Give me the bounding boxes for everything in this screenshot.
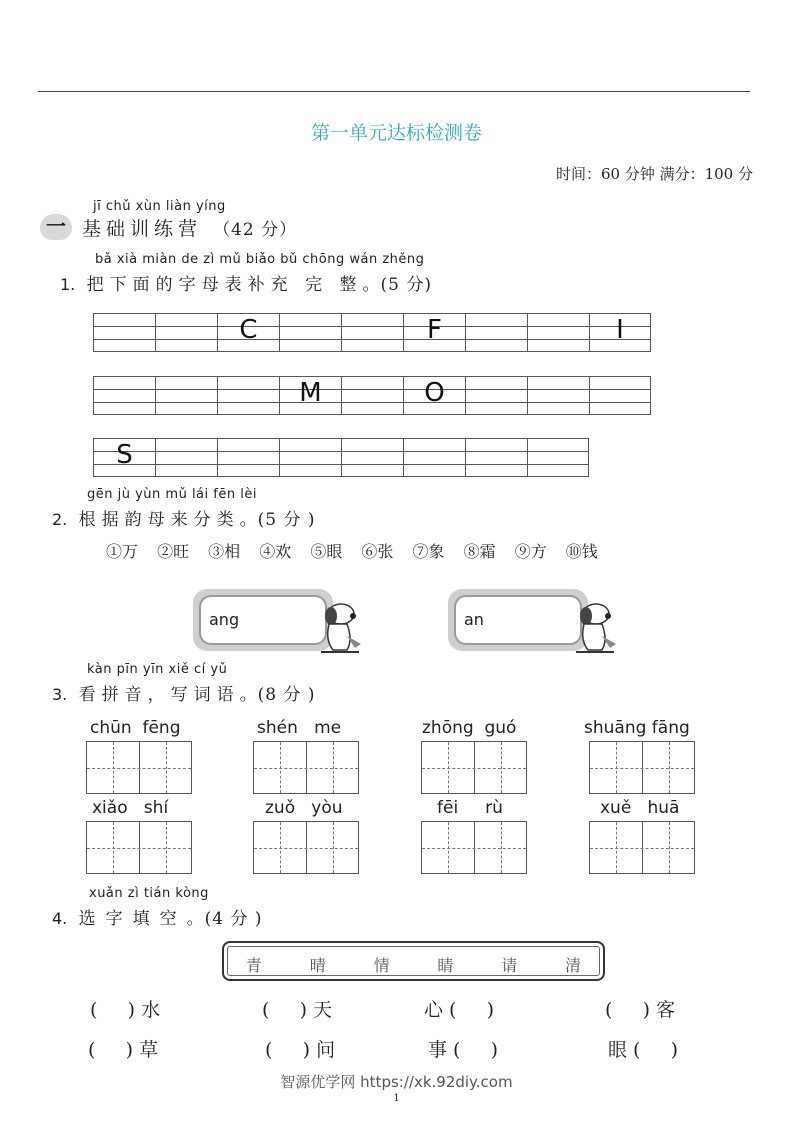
footer-watermark: 智源优学网 https://xk.92diy.com (280, 1073, 513, 1091)
alphabet-cell[interactable] (217, 313, 279, 352)
alphabet-cell[interactable] (341, 313, 403, 352)
bubble-ang-label: ang (201, 597, 325, 643)
page-number: 1 (393, 1093, 400, 1104)
snoopy-dog-icon (558, 600, 622, 660)
alphabet-letter: I (616, 315, 624, 345)
snoopy-dog-icon (303, 600, 367, 660)
alphabet-letter: O (424, 378, 445, 408)
section1-title (82, 214, 297, 241)
alphabet-cell[interactable] (465, 438, 527, 477)
q3-text: 看拼音，写词语 (78, 685, 240, 705)
q3-word-pinyin: xiǎo shí (92, 798, 169, 818)
q3-word-pinyin: chūn fēng (90, 718, 181, 738)
q4-pinyin: xuǎn zì tián kòng (89, 886, 209, 901)
alphabet-cell[interactable] (527, 376, 589, 415)
char-choices (222, 953, 605, 976)
writing-box[interactable] (253, 741, 359, 794)
alphabet-cell[interactable] (589, 313, 651, 352)
fill-blank[interactable]: 心 ( ) (424, 999, 495, 1021)
writing-box[interactable] (589, 741, 695, 794)
alphabet-grid-row-2 (93, 376, 651, 415)
q2-options: ①万 ②旺 ③相 ④欢 ⑤眼 ⑥张 ⑦象 ⑧霜 ⑨方 ⑩钱 (106, 542, 598, 561)
writing-box[interactable] (421, 741, 527, 794)
alphabet-cell[interactable] (279, 376, 341, 415)
char-choice: 清 (565, 956, 582, 975)
writing-box[interactable] (589, 821, 695, 874)
alphabet-cell[interactable] (93, 313, 155, 352)
q1-number: 1. (60, 275, 76, 294)
char-choice: 请 (501, 956, 518, 975)
char-choice: 情 (373, 956, 390, 975)
fill-blank[interactable]: 事 ( ) (428, 1039, 499, 1061)
section1-pinyin: jī chǔ xùn liàn yíng (93, 199, 226, 214)
q1-prompt (60, 270, 432, 295)
alphabet-cell[interactable] (403, 438, 465, 477)
alphabet-cell[interactable] (341, 438, 403, 477)
writing-box[interactable] (86, 821, 192, 874)
char-choice: 晴 (309, 956, 326, 975)
section-badge: 一 (40, 214, 72, 240)
exam-meta: 时间：60 分钟 满分：100 分 (555, 165, 753, 183)
alphabet-letter: M (299, 378, 322, 408)
alphabet-grid-row-3 (93, 438, 589, 477)
alphabet-grid-row-1 (93, 313, 651, 352)
bubble-an-label: an (456, 597, 580, 643)
alphabet-cell[interactable] (589, 376, 651, 415)
q3-prompt (52, 680, 316, 705)
q2-pinyin: gēn jù yùn mǔ lái fēn lèi (87, 487, 257, 502)
q3-score: 。(8 分 ) (239, 685, 316, 705)
alphabet-letter: C (239, 315, 258, 345)
q3-word-pinyin: xuě huā (600, 798, 680, 818)
q4-score: 。(4 分 ) (186, 909, 263, 929)
q2-number: 2. (52, 510, 68, 529)
q3-word-pinyin: zhōng guó (422, 718, 517, 738)
q1-score: 。(5 分) (362, 275, 432, 295)
alphabet-cell[interactable] (155, 438, 217, 477)
q3-word-pinyin: zuǒ yòu (265, 798, 343, 818)
q3-word-pinyin: shuāng fāng (584, 718, 690, 738)
alphabet-cell[interactable] (217, 376, 279, 415)
q4-number: 4. (52, 909, 68, 928)
q4-prompt (52, 904, 263, 929)
alphabet-cell[interactable] (527, 438, 589, 477)
alphabet-letter: S (116, 440, 133, 470)
alphabet-cell[interactable] (527, 313, 589, 352)
char-choice: 青 (245, 956, 262, 975)
fill-blank[interactable]: ( ) 天 (262, 999, 333, 1021)
q4-text: 选字填空 (78, 909, 187, 929)
alphabet-cell[interactable] (155, 376, 217, 415)
alphabet-cell[interactable] (403, 313, 465, 352)
writing-box[interactable] (253, 821, 359, 874)
q3-word-pinyin: fēi rù (437, 798, 503, 818)
q2-prompt (52, 505, 316, 530)
fill-blank[interactable]: ( ) 客 (605, 999, 676, 1021)
q3-word-pinyin: shén me (257, 718, 342, 738)
alphabet-cell[interactable] (93, 438, 155, 477)
alphabet-letter: F (427, 315, 442, 345)
alphabet-cell[interactable] (465, 376, 527, 415)
q2-score: 。(5 分 ) (239, 510, 316, 530)
q2-text: 根据韵母来分类 (78, 510, 240, 530)
alphabet-cell[interactable] (93, 376, 155, 415)
alphabet-cell[interactable] (279, 313, 341, 352)
alphabet-cell[interactable] (465, 313, 527, 352)
fill-blank[interactable]: ( ) 水 (90, 999, 161, 1021)
alphabet-cell[interactable] (341, 376, 403, 415)
page-title: 第一单元达标检测卷 (310, 122, 482, 144)
q3-number: 3. (52, 685, 68, 704)
top-rule (38, 91, 750, 92)
writing-box[interactable] (421, 821, 527, 874)
char-choice: 睛 (437, 956, 454, 975)
fill-blank[interactable]: ( ) 问 (265, 1039, 336, 1061)
section1-title-text: 基础训练营 (82, 218, 203, 240)
fill-blank[interactable]: ( ) 草 (88, 1039, 159, 1061)
q1-pinyin: bǎ xià miàn de zì mǔ biǎo bǔ chōng wán zhěng (95, 252, 425, 267)
fill-blank[interactable]: 眼 ( ) (608, 1039, 679, 1061)
alphabet-cell[interactable] (403, 376, 465, 415)
alphabet-cell[interactable] (155, 313, 217, 352)
alphabet-cell[interactable] (279, 438, 341, 477)
writing-box[interactable] (86, 741, 192, 794)
q3-pinyin: kàn pīn yīn xiě cí yǔ (87, 662, 228, 677)
q1-text: 把下面的字母表补充 完 整 (86, 275, 363, 295)
section1-score: （42 分） (213, 220, 298, 240)
alphabet-cell[interactable] (217, 438, 279, 477)
